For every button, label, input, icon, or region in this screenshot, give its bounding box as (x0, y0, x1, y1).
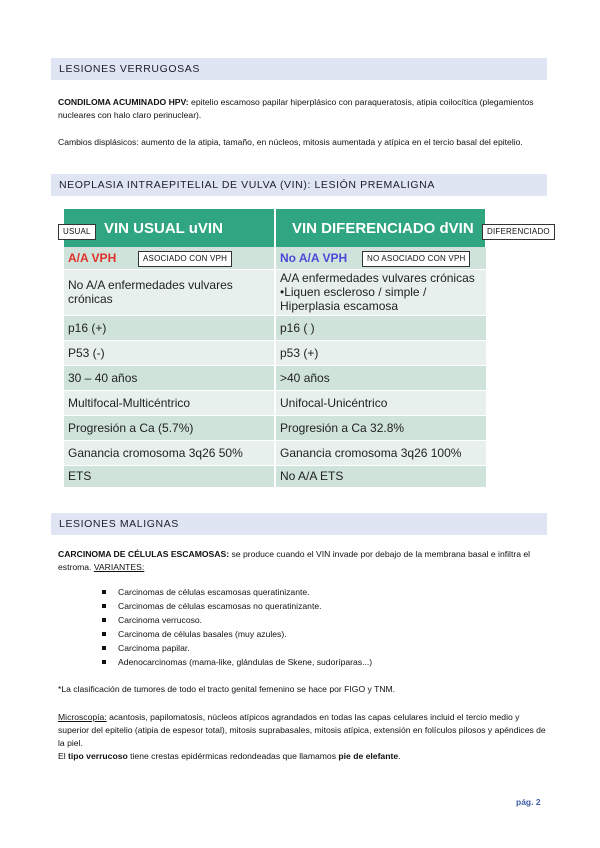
list-item: Carcinoma de células basales (muy azules). (100, 627, 372, 641)
table-header-row (64, 209, 486, 247)
cell-vin-usual: p16 (+) (64, 315, 275, 340)
table-row (64, 465, 486, 487)
condiloma-paragraph (58, 96, 548, 122)
microscopia-label: Microscopía: (58, 712, 107, 722)
vph-usual-cell: A/A VPH (68, 250, 117, 265)
cell-vin-diferenciado: >40 años (275, 365, 486, 390)
cell-vin-usual: 30 – 40 años (64, 365, 275, 390)
header-vin-usual: VIN USUAL uVIN (64, 209, 275, 247)
label-usual: USUAL (58, 224, 96, 240)
table-row (64, 340, 486, 365)
section-header-vin: NEOPLASIA INTRAEPITELIAL DE VULVA (VIN): LESIÓN PREMALIGNA (51, 174, 547, 196)
variantes-label: VARIANTES: (93, 562, 145, 572)
cell-vin-usual: ETS (64, 465, 275, 487)
microscopia-line2-end: . (398, 751, 401, 761)
list-item: Carcinomas de células escamosas no queratinizante. (100, 599, 372, 613)
page-number: pág. 2 (516, 797, 541, 807)
condiloma-text: epitelio escamoso papilar hiperplásico con paraqueratosis, atipia coilocítica (plegamientos nucleares con halo claro perinuclear). (58, 97, 534, 120)
label-asociado-vph: ASOCIADO CON VPH (138, 251, 232, 267)
pie-de-elefante: pie de elefante (338, 751, 399, 761)
table-body (64, 269, 486, 487)
section-header-verrugosas: LESIONES VERRUGOSAS (51, 58, 547, 80)
microscopia-line2-pre: El (58, 751, 69, 761)
table-row (64, 365, 486, 390)
cell-vin-usual: P53 (-) (64, 340, 275, 365)
microscopia-text: acantosis, papilomatosis, núcleos atípicos agrandados en todas las capas celulares incluid el tercio medio y superior del epitelio (atipia de espesor total), mitosis suprabasales, mitosis atípica, extensión en folículos pilosos y apéndices de la piel. (58, 712, 546, 748)
cell-vin-diferenciado: Ganancia cromosoma 3q26 100% (275, 440, 486, 465)
carcinoma-text: se produce cuando el VIN invade por debajo de la membrana basal e infiltra el estroma. (58, 549, 531, 572)
vph-dif-cell: No A/A VPH (280, 250, 348, 265)
carcinoma-paragraph (58, 548, 548, 574)
tipo-verrucoso: tipo verrucoso (68, 751, 128, 761)
table-row (64, 390, 486, 415)
list-item: Carcinomas de células escamosas queratinizante. (100, 585, 372, 599)
list-item: Carcinoma verrucoso. (100, 613, 372, 627)
displasicos-paragraph: Cambios displásicos: aumento de la atipia, tamaño, en núcleos, mitosis aumentada y atípica en el tercio basal del epitelio. (58, 137, 523, 147)
cell-vin-diferenciado: No A/A ETS (275, 465, 486, 487)
cell-vin-usual: Ganancia cromosoma 3q26 50% (64, 440, 275, 465)
table-row (64, 415, 486, 440)
table-row (64, 440, 486, 465)
microscopia-line2-mid: tiene crestas epidérmicas redondeadas que llamamos (127, 751, 339, 761)
section-header-malignas: LESIONES MALIGNAS (51, 513, 547, 535)
cell-vin-diferenciado: A/A enfermedades vulvares crónicas •Liquen escleroso / simple / Hiperplasia escamosa (275, 269, 486, 315)
table-row (64, 315, 486, 340)
microscopia-paragraph (58, 711, 548, 763)
cell-vin-usual: No A/A enfermedades vulvares crónicas (64, 269, 275, 315)
list-item: Carcinoma papilar. (100, 641, 372, 655)
label-no-asociado-vph: NO ASOCIADO CON VPH (362, 251, 470, 267)
cell-vin-diferenciado: p53 (+) (275, 340, 486, 365)
cell-vin-diferenciado: Unifocal-Unicéntrico (275, 390, 486, 415)
clasificacion-note: *La clasificación de tumores de todo el tracto genital femenino se hace por FIGO y TNM. (58, 684, 396, 694)
cell-vin-usual: Multifocal-Multicéntrico (64, 390, 275, 415)
list-item: Adenocarcinomas (mama-like, glándulas de Skene, sudoríparas...) (100, 655, 372, 669)
table-row (64, 269, 486, 315)
variants-list (100, 585, 372, 669)
cell-vin-diferenciado: p16 ( ) (275, 315, 486, 340)
carcinoma-title: CARCINOMA DE CÉLULAS ESCAMOSAS: (58, 549, 230, 559)
label-diferenciado: DIFERENCIADO (482, 224, 555, 240)
cell-vin-diferenciado: Progresión a Ca 32.8% (275, 415, 486, 440)
condiloma-title: CONDILOMA ACUMINADO HPV: (58, 97, 189, 107)
cell-vin-usual: Progresión a Ca (5.7%) (64, 415, 275, 440)
header-vin-diferenciado: VIN DIFERENCIADO dVIN (275, 209, 486, 247)
